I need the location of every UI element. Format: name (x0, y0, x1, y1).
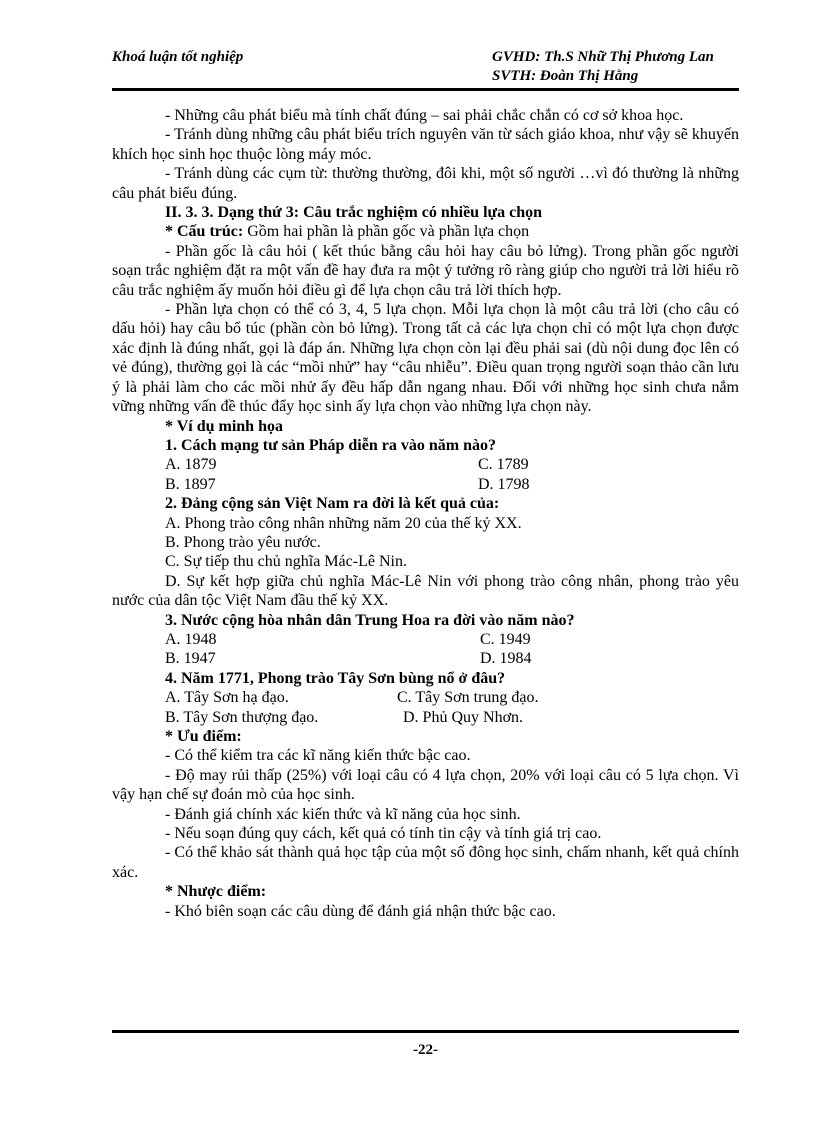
page-number: -22- (413, 1042, 438, 1058)
option-b: B. 1947 (165, 650, 216, 668)
header-rule (112, 88, 739, 91)
option-d: D. Sự kết hợp giữa chủ nghĩa Mác-Lê Nin với phong trào công nhân, phong trào yêu nước của dân tộc Việt Nam đầu thế kỷ XX. (112, 572, 739, 610)
paragraph: - Tránh dùng những câu phát biểu trích nguyên văn từ sách giáo khoa, như vậy sẽ khuyến khích học sinh học thuộc lòng máy móc. (112, 126, 739, 163)
structure-text: Gồm hai phần là phần gốc và phần lựa chọn (243, 223, 530, 241)
page-header (112, 48, 739, 90)
option-d: D. 1984 (480, 650, 532, 668)
footer-rule (112, 1030, 739, 1033)
page-body (112, 106, 739, 921)
option-c: C. 1949 (480, 630, 531, 648)
option-row (112, 708, 739, 727)
option-b: B. Phong trào yêu nước. (165, 533, 321, 551)
question-title: 3. Nước cộng hòa nhân dân Trung Hoa ra đời vào năm nào? (165, 611, 575, 629)
disadvantages-heading: * Nhược điểm: (165, 883, 267, 901)
advantage-item: - Nếu soạn đúng quy cách, kết quả có tính tin cậy và tính giá trị cao. (165, 824, 602, 842)
option-b: B. 1897 (165, 475, 216, 493)
option-d: D. 1798 (478, 475, 530, 493)
advantages-heading: * Ưu điểm: (165, 727, 242, 745)
supervisor-info (492, 48, 714, 86)
option-a: A. 1879 (165, 456, 217, 474)
option-a: A. 1948 (165, 630, 217, 648)
question-title: 4. Năm 1771, Phong trào Tây Sơn bùng nổ ở đâu? (165, 669, 506, 687)
option-c: C. 1789 (478, 456, 529, 474)
disadvantage-item: - Khó biên soạn các câu dùng để đánh giá nhận thức bậc cao. (165, 902, 556, 920)
example-heading: * Ví dụ minh họa (165, 417, 283, 435)
paragraph: - Phần lựa chọn có thể có 3, 4, 5 lựa chọn. Mỗi lựa chọn là một câu trả lời (cho câu có dấu hỏi) hay câu bổ túc (phần còn bỏ lửng). Trong tất cả các lựa chọn chỉ có một lựa chọn được xác định là đúng nhất, gọi là đáp án. Những lựa chọn còn lại đều phải sai (dù nội dung đọc lên có vẻ đúng), thường gọi là các “mồi nhử” hay “câu nhiễu”. Điều quan trọng người soạn thảo cần lưu ý là phải làm cho các mồi nhử ấy đều hấp dẫn ngang nhau. Đối với những học sinh chưa nắm vững những vấn đề thúc đẩy học sinh ấy lựa chọn vào những lựa chọn này. (112, 301, 739, 416)
option-row (112, 475, 739, 494)
option-row (112, 630, 739, 649)
option-row (112, 688, 739, 707)
question-title: 2. Đảng cộng sản Việt Nam ra đời là kết quả của: (165, 495, 500, 513)
structure-line (112, 222, 739, 241)
advantage-item: - Đánh giá chính xác kiến thức và kĩ năng của học sinh. (165, 805, 521, 823)
paragraph: - Những câu phát biểu mà tính chất đúng – sai phải chắc chắn có cơ sở khoa học. (165, 107, 684, 124)
advantage-item: - Có thể khảo sát thành quả học tập của một số đông học sinh, chấm nhanh, kết quả chính xác. (112, 844, 739, 881)
section-heading: II. 3. 3. Dạng thứ 3: Câu trắc nghiệm có nhiều lựa chọn (165, 204, 543, 222)
paragraph: - Phần gốc là câu hỏi ( kết thúc bằng câu hỏi hay câu bỏ lửng). Trong phần gốc người soạn trắc nghiệm đặt ra một vấn đề hay đưa ra một ý tưởng rõ ràng giúp cho người trả lời hiểu rõ câu trắc nghiệm ấy muốn hỏi điều gì để lựa chọn câu trả lời thích hợp. (112, 242, 739, 299)
paragraph: - Tránh dùng các cụm từ: thường thường, đôi khi, một số người …vì đó thường là những câu phát biểu đúng. (112, 165, 739, 202)
option-b: B. Tây Sơn thượng đạo. (165, 708, 319, 726)
option-a: A. Phong trào công nhân những năm 20 của thế kỷ XX. (165, 514, 522, 532)
student-name: SVTH: Đoàn Thị Hằng (492, 68, 639, 84)
structure-label: * Cấu trúc: (165, 223, 244, 241)
option-c: C. Sự tiếp thu chủ nghĩa Mác-Lê Nin. (165, 553, 407, 571)
thesis-label: Khoá luận tốt nghiệp (112, 49, 244, 65)
option-c: C. Tây Sơn trung đạo. (397, 689, 539, 707)
option-d: D. Phủ Quy Nhơn. (403, 708, 524, 726)
advantage-item: - Có thể kiểm tra các kĩ năng kiến thức bậc cao. (165, 747, 471, 765)
advantage-item: - Độ may rủi thấp (25%) với loại câu có 4 lựa chọn, 20% với loại câu có 5 lựa chọn. Vì vậy hạn chế sự đoán mò của học sinh. (112, 766, 739, 804)
option-row (112, 649, 739, 668)
question-title: 1. Cách mạng tư sản Pháp diễn ra vào năm nào? (165, 436, 496, 454)
option-a: A. Tây Sơn hạ đạo. (165, 689, 289, 707)
option-row (112, 455, 739, 474)
supervisor-name: GVHD: Th.S Nhữ Thị Phương Lan (492, 49, 714, 65)
